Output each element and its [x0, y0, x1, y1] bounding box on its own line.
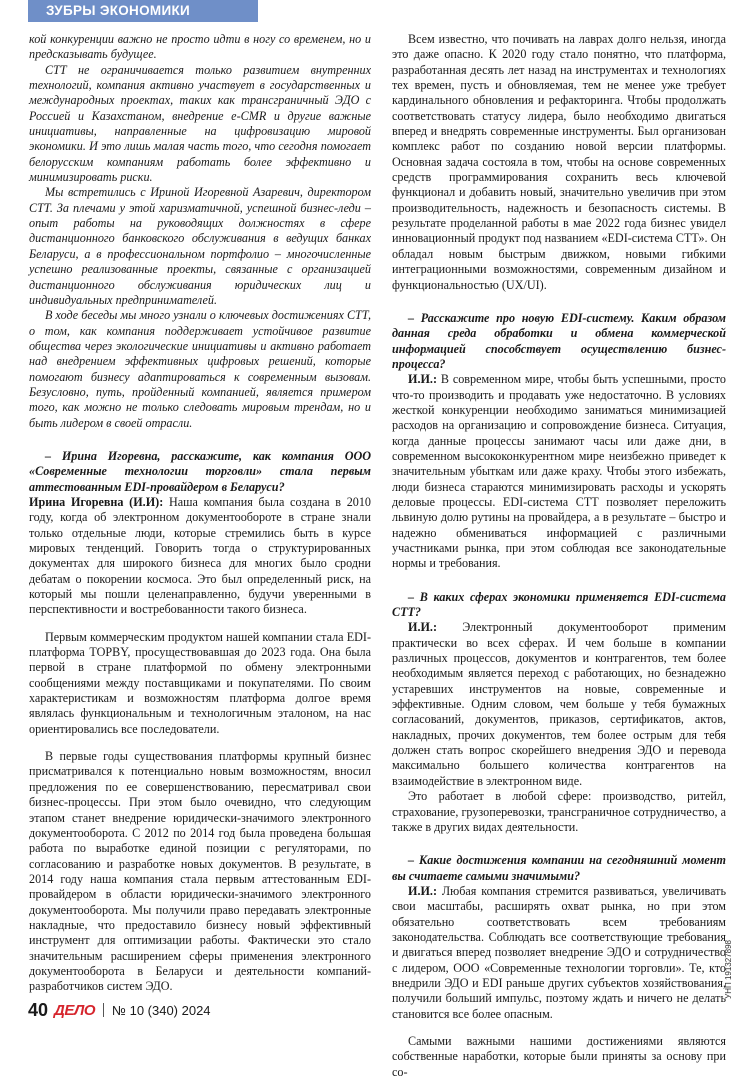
speaker-label: И.И.:: [408, 620, 437, 635]
paragraph: Первым коммерческим продуктом нашей компании стала EDI-платформа TOPBY, просуществовавшая до 2023 года. Она была первой в стране платформой по обмену электронными сообщениями между поставщиками и покупателями. По своим характеристикам и возможностям платформа долгое время являлась функциональным и технологичным эталоном, на нас ориентировались все последователи.: [29, 629, 371, 736]
right-column: [392, 32, 726, 1079]
paragraph: Мы встретились с Ириной Игоревной Азаревич, директором СТТ. За плечами у этой харизматичной, успешной бизнес-леди – опыт работы на руководящих должностях в сфере дистанционного банковского обслуживания в ведущих банках Беларуси, а в профессиональном портфолио – многочисленные успешно реализованные проекты, связанные с организацией дистанционного обслуживания юридических лиц и индивидуальных предпринимателей.: [29, 185, 371, 307]
answer-paragraph: [29, 495, 371, 618]
interview-question: – Какие достижения компании на сегодняшний момент вы считаете самыми значимыми?: [392, 853, 726, 883]
footer-divider: [103, 1003, 104, 1017]
magazine-logo: ДЕЛО: [54, 1001, 96, 1019]
speaker-label: И.И.:: [408, 883, 437, 898]
issue-number: № 10 (340) 2024: [112, 1002, 211, 1018]
answer-paragraph: [392, 620, 726, 789]
paragraph: В первые годы существования платформы крупный бизнес присматривался к потенциально новым возможностям, вносил предложения по ее совершенствованию, пересматривал свои бизнес-процессы. При этом было очевидно, что следующим этапом станет внедрение юридически-значимого электронного документооборота. С 2012 по 2014 год была проведена большая работа по выработке единой позиции с регуляторами, по согласованию и разработке новых документов. В результате, в 2014 году наша компания стала первым аттестованным EDI-провайдером в области юридически-значимого электронного документооборота. Мы получили право передавать электронные накладные, что предоставило бизнесу новый эффективный инструмент для оптимизации работы. Фактически это стало значительным расширением сферы применения электронного документооборота в Беларуси и деятельности компаний-разработчиков систем ЭДО.: [29, 749, 371, 994]
answer-text: Электронный документооборот применим практически во всех сферах. И чем больше в компании различных процессов, документов и контрагентов, тем более необходимым является переход с работающих, но безнадежно устаревших инструментов на новые, современные и эффективные. Одним словом, чем больше у тебя бумажных согласований, документов, приказов, сертификатов, актов, накладных, прочих документов, тем более острым для тебя должен стать вопрос скорейшего внедрения ЭДО и перевода максимально большего количества контрагентов на взаимодействие в электронном виде.: [392, 620, 726, 788]
answer-text: В современном мире, чтобы быть успешными, просто что-то производить и продавать уже недостаточно. В условиях жесткой конкуренции необходимо заниматься минимизацией расходов на организацию и сопровождение бизнеса. Ситуация, когда данные процессы занимают часы или даже дни, в современном высококонкурентном мире неизбежно приведет к значительным убыткам или даже краху. Чтобы этого избежать, люди бизнеса стараются минимизировать расходы и ускорять деловые процессы. EDI-система СТТ позволяет переложить львиную долю рутины на провайдера, а в результате – быстро и надежно обмениваться информацией с различными участниками рынка, при этом соблюдая все законодательные нормы и требования.: [392, 372, 726, 571]
paragraph: Всем известно, что почивать на лаврах долго нельзя, иногда это даже опасно. К 2020 году стало понятно, что платформа, разработанная десять лет назад на инструментах и технологиях тех времен, пусть и обновляемая, тем не менее уже требует кардинального обновления и рефакторинга. Чтобы продолжать соответствовать статусу лидера, было необходимо двигаться вперед и внедрять современные инструменты. Был организован комплекс работ по созданию новой версии платформы. Основная задача состояла в том, чтобы на основе современных средств программирования сохранить весь ключевой функционал и добавить новый, значительно увеличив при этом производительность, надежность и безопасность системы. В результате проделанной работы в мае 2022 года бизнес увидел инновационный продукт под названием «EDI-система СТТ». Он обладал новым быстрым движком, новыми гибкими интеграционными возможностями, современным дизайном и функциональностью (UX/UI).: [392, 32, 726, 292]
registration-code: УНП 191327898: [724, 940, 733, 999]
paragraph: Это работает в любой сфере: производство, ритейл, страхование, грузоперевозки, трансграничное сотрудничество, а также в других видах деятельности.: [392, 789, 726, 834]
interview-question: – В каких сферах экономики применяется EDI-система СТТ?: [392, 589, 726, 620]
answer-text: Любая компания стремится развиваться, увеличивать свои масштабы, расширять охват рынка, но при этом обязательно соответствовать всем требованиям законодательства. Соблюдать все соответствующие требования и двигаться вперед позволяет внедрение ЭДО и сотрудничество с лидером, ООО «Современные технологии торговли». Те, кто внедрили ЭДО и EDI раньше других субъектов хозяйствования, получили больший импульс, поэтому ждать и ничего не делать становится все более опасным.: [392, 883, 726, 1021]
speaker-label: И.И.:: [408, 372, 437, 387]
interview-question: – Расскажите про новую EDI-систему. Каким образом данная среда обработки и обмена коммерческой информацией способствует осуществлению бизнес-процесса?: [392, 310, 726, 371]
interview-question: – Ирина Игоревна, расскажите, как компания ООО «Современные технологии торговли» стала первым аттестованным EDI-провайдером в Беларуси?: [29, 448, 371, 494]
answer-text: Наша компания была создана в 2010 году, когда об электронном документообороте в стране знали только отдельные люди, которые стремились быть в курсе мировых тенденций. Говорить тогда о структурированных документах для широкого бизнеса для многих было сродни дебатам о покорении космоса. Это был определенный риск, на который мы пошли целенаправленно, будучи уверенными в перспективности и востребованности такого бизнеса.: [29, 494, 371, 617]
paragraph: кой конкуренции важно не просто идти в ногу со временем, но и предсказывать будущее.: [29, 32, 371, 62]
left-column: [29, 32, 371, 994]
paragraph: В ходе беседы мы много узнали о ключевых достижениях СТТ, о том, как компания поддерживает устойчивое развитие общества через экологические инициативы и активно работает над внедрением эффективных цифровых решений, которые помогают бизнесу адаптироваться к современным вызовам. Безусловно, путь, пройденный компанией, является примером того, как можно не только следовать мировым трендам, но и быть лидером в своей отрасли.: [29, 308, 371, 430]
speaker-label: Ирина Игоревна (И.И):: [29, 494, 164, 509]
answer-paragraph: [392, 372, 726, 571]
paragraph: Самыми важными нашими достижениями являются собственные наработки, которые были приняты за основу при со-: [392, 1033, 726, 1079]
answer-paragraph: [392, 884, 726, 1022]
section-header: ЗУБРЫ ЭКОНОМИКИ: [28, 0, 258, 22]
page-number: 40: [28, 999, 49, 1020]
page-footer: [28, 999, 211, 1021]
paragraph: СТТ не ограничивается только развитием внутренних технологий, компания активно участвует в государственных и международных проектах, таких как трансграничный ЭДО с Россией и Казахстаном, внедрение e-CMR и другие важные инициативы, направленные на цифровизацию мировой экономики. И это лишь малая часть того, что сегодня помогает белорусским компаниям работать более эффективно и минимизировать риски.: [29, 62, 371, 185]
